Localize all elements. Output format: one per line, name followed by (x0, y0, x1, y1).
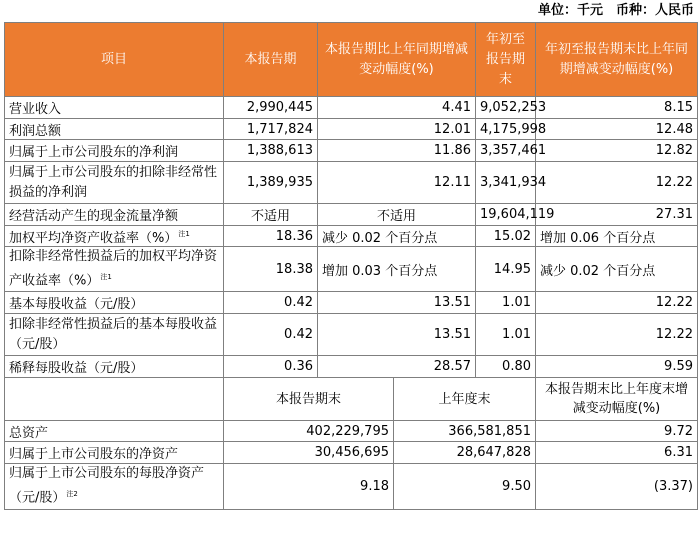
cell-balance-change: (3.37) (536, 464, 698, 509)
cell-current: 0.42 (224, 292, 318, 314)
cell-current: 0.36 (224, 356, 318, 378)
cell-prior-year-end: 366,581,851 (394, 421, 536, 442)
cell-prior-year-end: 28,647,828 (394, 442, 536, 464)
header-balance-change: 本报告期末比上年度末增减变动幅度(%) (536, 378, 698, 421)
row-label: 基本每股收益（元/股） (5, 292, 224, 314)
cell-period-end: 402,229,795 (224, 421, 394, 442)
cell-current-change: 4.41 (318, 97, 476, 119)
cell-ytd: 3,341,934 (476, 162, 536, 204)
key-financial-data-table (4, 22, 698, 510)
cell-ytd: 15.02 (476, 226, 536, 247)
cell-ytd: 4,175,998 (476, 119, 536, 140)
header-current-change: 本报告期比上年同期增减变动幅度(%) (318, 23, 476, 97)
unit-currency-line: 单位：千元 币种：人民币 (537, 3, 694, 18)
header-ytd: 年初至报告期末 (476, 23, 536, 97)
balance-header-row (5, 378, 698, 421)
cell-current-change: 不适用 (318, 204, 476, 226)
cell-current-change: 减少 0.02 个百分点 (318, 226, 476, 247)
cell-ytd: 0.80 (476, 356, 536, 378)
header-item: 项目 (5, 23, 224, 97)
cell-current-change: 12.11 (318, 162, 476, 204)
cell-current: 18.38 (224, 247, 318, 292)
cell-ytd: 1.01 (476, 314, 536, 356)
row-label: 稀释每股收益（元/股） (5, 356, 224, 378)
row-label-text: 扣除非经常性损益后的加权平均净资产收益率（%） (9, 249, 218, 289)
cell-ytd: 19,604,119 (476, 204, 536, 226)
cell-current: 0.42 (224, 314, 318, 356)
cell-ytd: 9,052,253 (476, 97, 536, 119)
row-label: 归属于上市公司股东的扣除非经常性损益的净利润 (5, 162, 224, 204)
cell-current-change: 增加 0.03 个百分点 (318, 247, 476, 292)
cell-balance-change: 6.31 (536, 442, 698, 464)
cell-ytd-change: 12.48 (536, 119, 698, 140)
table-row (5, 97, 698, 119)
table-row (5, 226, 698, 247)
table-row (5, 204, 698, 226)
row-label (5, 247, 224, 292)
footnote-marker: 注1 (100, 273, 112, 281)
row-label-text: 归属于上市公司股东的每股净资产（元/股） (9, 466, 205, 506)
row-label: 利润总额 (5, 119, 224, 140)
cell-balance-change: 9.72 (536, 421, 698, 442)
cell-current-change: 28.57 (318, 356, 476, 378)
table-row (5, 119, 698, 140)
row-label (5, 464, 224, 509)
table-row (5, 442, 698, 464)
cell-current: 1,389,935 (224, 162, 318, 204)
row-label: 经营活动产生的现金流量净额 (5, 204, 224, 226)
cell-current: 2,990,445 (224, 97, 318, 119)
cell-ytd-change: 12.22 (536, 314, 698, 356)
cell-prior-year-end: 9.50 (394, 464, 536, 509)
row-label (5, 226, 224, 247)
table-row (5, 247, 698, 292)
row-label-text: 加权平均净资产收益率（%） (9, 230, 178, 246)
cell-ytd: 3,357,461 (476, 140, 536, 162)
cell-ytd-change: 增加 0.06 个百分点 (536, 226, 698, 247)
cell-ytd-change: 8.15 (536, 97, 698, 119)
cell-current: 1,388,613 (224, 140, 318, 162)
table-row (5, 140, 698, 162)
row-label: 归属于上市公司股东的净资产 (5, 442, 224, 464)
header-prior-year-end: 上年度末 (394, 378, 536, 421)
header-period-end: 本报告期末 (224, 378, 394, 421)
header-ytd-change: 年初至报告期末比上年同期增减变动幅度(%) (536, 23, 698, 97)
cell-ytd: 14.95 (476, 247, 536, 292)
table-row (5, 356, 698, 378)
cell-ytd-change: 12.22 (536, 162, 698, 204)
cell-ytd-change: 27.31 (536, 204, 698, 226)
cell-ytd-change: 9.59 (536, 356, 698, 378)
footnote-marker: 注2 (66, 490, 78, 499)
table-row (5, 464, 698, 509)
cell-ytd-change: 减少 0.02 个百分点 (536, 247, 698, 292)
table-row (5, 162, 698, 204)
cell-current: 18.36 (224, 226, 318, 247)
cell-current: 不适用 (224, 204, 318, 226)
cell-current-change: 11.86 (318, 140, 476, 162)
row-label: 归属于上市公司股东的净利润 (5, 140, 224, 162)
balance-header-blank (5, 378, 224, 421)
footnote-marker: 注1 (178, 230, 190, 239)
table-row (5, 292, 698, 314)
table-row (5, 421, 698, 442)
row-label: 营业收入 (5, 97, 224, 119)
header-current-period: 本报告期 (224, 23, 318, 97)
cell-current: 1,717,824 (224, 119, 318, 140)
row-label: 扣除非经常性损益后的基本每股收益（元/股） (5, 314, 224, 356)
cell-ytd-change: 12.22 (536, 292, 698, 314)
cell-ytd-change: 12.82 (536, 140, 698, 162)
cell-ytd: 1.01 (476, 292, 536, 314)
cell-current-change: 13.51 (318, 314, 476, 356)
cell-period-end: 9.18 (224, 464, 394, 509)
row-label: 总资产 (5, 421, 224, 442)
table-header-row (5, 23, 698, 97)
cell-current-change: 13.51 (318, 292, 476, 314)
table-row (5, 314, 698, 356)
cell-period-end: 30,456,695 (224, 442, 394, 464)
cell-current-change: 12.01 (318, 119, 476, 140)
